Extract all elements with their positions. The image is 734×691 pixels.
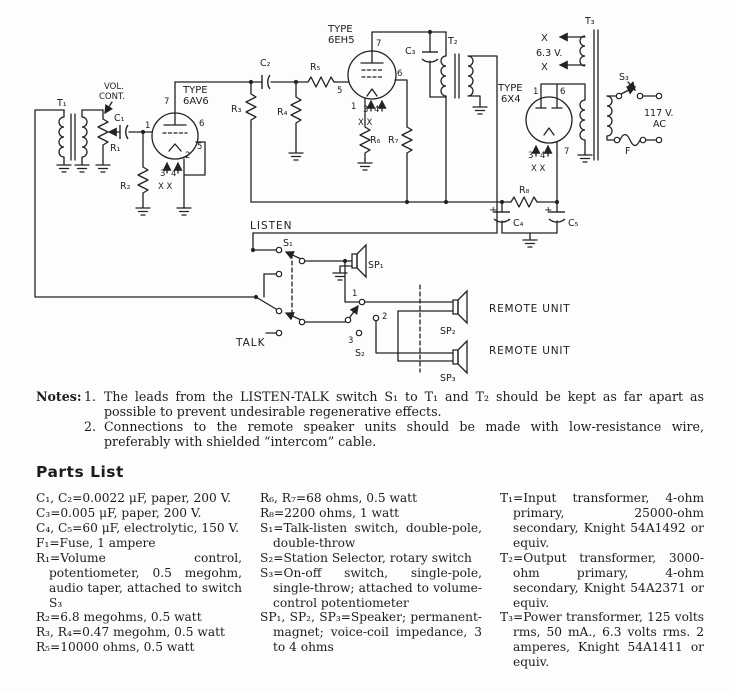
ground-t3-hv: [578, 152, 592, 162]
label-6-3v: 6.3 V.: [536, 48, 563, 59]
ground-filter: [523, 237, 537, 247]
schematic-label: 1: [352, 289, 358, 299]
label-cont: CONT.: [99, 92, 125, 102]
parts-list-item: R₂=6.8 megohms, 0.5 watt: [36, 610, 202, 625]
label-c5: C₅: [568, 218, 579, 229]
t1-secondary-coil: [82, 117, 87, 157]
note-text: Connections to the remote speaker units should be made with low-resistance wire, preferably with shielded “intercom” cable.: [104, 418, 704, 449]
s1-throw-lower1: [264, 274, 276, 297]
label-r5: R₅: [310, 62, 321, 73]
label-t2: T₂: [448, 36, 458, 47]
label-s2: S₂: [355, 348, 365, 359]
schematic-label: 4: [374, 105, 380, 115]
parts-list-item: R₅=10000 ohms, 0.5 watt: [36, 640, 195, 655]
r8-resistor: [509, 197, 539, 207]
tube-6x4-plates: [536, 84, 562, 108]
parts-list-item: R₆, R₇=68 ohms, 0.5 watt: [260, 491, 417, 506]
note-number: 2.: [84, 418, 97, 434]
parts-list-item: R₃, R₄=0.47 megohm, 0.5 watt: [36, 625, 225, 640]
notes-section: [0, 388, 734, 449]
speaker-sp2: [453, 291, 467, 323]
label-type-6x4: TYPE: [498, 83, 523, 94]
label-r6: R₆: [370, 135, 381, 146]
ac-terminal-bottom: [656, 137, 661, 142]
label-fuse: F: [625, 146, 631, 157]
tube-6eh5-cathode: [367, 89, 377, 96]
schematic-label: 6: [560, 87, 566, 97]
label-t3: T₃: [585, 16, 595, 27]
schematic-label: X: [541, 33, 548, 44]
fuse-element: [620, 135, 640, 146]
schematic-label: 6: [199, 119, 205, 129]
ground-6av6: [177, 205, 191, 215]
r7-resistor: [402, 125, 412, 155]
label-type-6av6: TYPE: [183, 85, 208, 96]
schematic-label: 3: [160, 169, 166, 179]
t3-hv-winding: [580, 100, 585, 140]
ground-r4: [289, 150, 303, 160]
parts-list-column-2: [260, 491, 482, 670]
label-vol: VOL.: [104, 82, 124, 92]
notes-heading: Notes:: [36, 389, 82, 404]
parts-list-item: C₄, C₅=60 μF, electrolytic, 150 V.: [36, 521, 240, 536]
note-item-1: [84, 390, 704, 420]
label-r8: R₈: [519, 185, 530, 196]
r5-resistor: [306, 77, 336, 87]
schematic-label: +: [489, 205, 498, 216]
tube-6av6-cathode: [169, 144, 181, 151]
parts-list-column-1: [36, 491, 242, 670]
ground-r1: [96, 162, 110, 172]
tube-6eh5-grids: [362, 70, 384, 77]
schematic-label: X: [541, 62, 548, 73]
speaker-sp1: [352, 245, 366, 277]
label-c2: C₂: [260, 58, 271, 69]
label-c3: C₃: [405, 46, 416, 57]
r3-resistor: [246, 92, 256, 122]
schematic-label: X X: [158, 182, 173, 192]
label-sp2: SP₂: [440, 326, 456, 337]
label-117v: 117 V.: [644, 108, 674, 119]
label-6av6: 6AV6: [183, 96, 209, 107]
s3-contact-left: [616, 93, 621, 98]
s3-contact-right: [637, 93, 642, 98]
s2-arm: [350, 306, 358, 317]
tube-6x4-cathode: [544, 128, 554, 135]
tube-6x4-envelope: [526, 97, 572, 143]
label-c4: C₄: [513, 218, 524, 229]
label-6eh5: 6EH5: [328, 35, 355, 46]
filter-gnd-bar: [502, 233, 557, 237]
c1-capacitor: [120, 125, 128, 139]
parts-list-heading: Parts List: [36, 463, 124, 482]
parts-list-column-3: [500, 491, 704, 670]
t2-primary-coil: [441, 56, 446, 96]
parts-list-item: C₃=0.005 μF, paper, 200 V.: [36, 506, 202, 521]
schematic-label: 3: [528, 151, 534, 161]
note-text: The leads from the LISTEN-TALK switch S₁ to T₁ and T₂ should be kept as far apart as possible to prevent undesirable regenerative effects.: [104, 389, 704, 419]
schematic-label: 7: [376, 39, 382, 49]
s1-fork-lower: [256, 297, 276, 309]
schematic-label: 2: [382, 312, 388, 322]
schematic-label: X X: [358, 118, 373, 128]
parts-list-item: S₃=On-off switch, single-pole, single-throw; attached to volume-control potentiometer: [260, 565, 482, 610]
label-sp3: SP₃: [440, 373, 456, 384]
label-r1: R₁: [110, 143, 121, 154]
wire-input-bus: [35, 110, 256, 297]
speaker-sp3: [453, 341, 467, 373]
ground-r6: [358, 160, 372, 170]
schematic-label: 3: [363, 105, 369, 115]
label-ac: AC: [653, 119, 666, 130]
parts-list-item: T₂=Output transformer, 3000-ohm primary, 4-ohm secondary, Knight 54A2371 or equiv.: [500, 550, 704, 610]
s1-contact-up1: [276, 247, 281, 252]
s1-contact-down1: [276, 271, 281, 276]
r4-resistor: [291, 95, 301, 125]
label-s3: S₃: [619, 72, 629, 83]
note-number: 1.: [84, 389, 97, 404]
label-r7: R₇: [388, 135, 399, 146]
s2-contact-3: [356, 330, 361, 335]
s1-pivot-2: [299, 319, 304, 324]
s1-pivot-1: [299, 258, 304, 263]
s1-contact-down2: [276, 330, 281, 335]
label-remote-unit-2: REMOTE UNIT: [489, 345, 571, 357]
t1-primary-coil: [59, 117, 64, 157]
s2-contact-1: [359, 299, 364, 304]
schematic-label: 4: [171, 169, 177, 179]
label-talk: TALK: [236, 337, 266, 349]
parts-list-section: [0, 449, 734, 670]
s1-arm-2: [286, 313, 301, 320]
label-r2: R₂: [120, 181, 131, 192]
label-sp1: SP₁: [368, 260, 384, 271]
schematic-label: 7: [564, 147, 570, 157]
r6-resistor: [360, 125, 370, 155]
schematic-label: 2: [185, 151, 191, 161]
parts-list-item: S₂=Station Selector, rotary switch: [260, 550, 472, 565]
label-t1: T₁: [57, 98, 67, 109]
label-r4: R₄: [277, 107, 288, 118]
fuse-contact-left: [614, 137, 619, 142]
schematic-label: 6: [397, 69, 403, 79]
s1-common-upper: [253, 233, 276, 250]
sp1-gnd-lead: [340, 266, 352, 270]
schematic-label: 5: [197, 142, 203, 152]
schematic-labels: [56, 16, 673, 384]
parts-list-item: SP₁, SP₂, SP₃=Speaker; permanent-magnet; voice-coil impedance, 3 to 4 ohms: [260, 610, 482, 655]
label-6x4: 6X4: [501, 94, 521, 105]
parts-list-item: R₁=Volume control, potentiometer, 0.5 megohm, audio taper, attached to switch S₃: [36, 550, 242, 610]
schematic-label: 1: [145, 121, 151, 131]
schematic-label: +: [544, 205, 553, 216]
s2-contact-2: [373, 315, 378, 320]
label-r3: R₃: [231, 104, 242, 115]
note-item-2: [84, 420, 704, 450]
t3-core: [594, 30, 598, 160]
schematic-label: 3: [348, 336, 354, 346]
s1-contact-up2: [276, 308, 281, 313]
ground-t2-secondary: [473, 104, 487, 114]
t2-core: [455, 54, 459, 98]
schematic-label: 1: [533, 87, 539, 97]
c2-capacitor: [262, 75, 270, 89]
parts-list-item: T₁=Input transformer, 4-ohm primary, 25000-ohm secondary, Knight 54A1492 or equiv.: [500, 491, 704, 551]
s1-arm-1: [286, 252, 301, 259]
r2-resistor: [138, 165, 148, 195]
schematic-label: X X: [531, 164, 546, 174]
r1-potentiometer: [98, 117, 108, 147]
label-listen: LISTEN: [250, 220, 293, 232]
vol-cont-arrow: [105, 102, 112, 113]
label-remote-unit-1: REMOTE UNIT: [489, 303, 571, 315]
ground-t1-secondary: [75, 162, 89, 172]
schematic-label: 1: [351, 102, 357, 112]
parts-list-item: C₁, C₂=0.0022 μF, paper, 200 V.: [36, 491, 232, 506]
t3-63v-winding: [580, 36, 585, 66]
parts-list-item: T₃=Power transformer, 125 volts rms, 50 mA., 6.3 volts rms. 2 amperes, Knight 54A1411 or equiv.: [500, 610, 704, 670]
ground-r2: [136, 205, 150, 215]
parts-list-item: R₈=2200 ohms, 1 watt: [260, 506, 400, 521]
schematic-label: 7: [164, 97, 170, 107]
ac-terminal-top: [656, 93, 661, 98]
parts-list-item: F₁=Fuse, 1 ampere: [36, 536, 156, 551]
schematic-label: 5: [337, 86, 343, 96]
ground-t1-primary: [57, 162, 71, 172]
label-s1: S₁: [283, 238, 293, 249]
label-type-6eh5: TYPE: [328, 24, 353, 35]
t2-secondary-coil: [468, 56, 473, 96]
schematic-label: 4: [540, 151, 546, 161]
parts-list-item: S₁=Talk-listen switch, double-pole, double-throw: [260, 521, 482, 551]
fuse-contact-right: [640, 137, 645, 142]
s2-pivot: [345, 317, 350, 322]
label-c1: C₁: [114, 113, 125, 124]
t3-primary-winding: [607, 96, 612, 136]
